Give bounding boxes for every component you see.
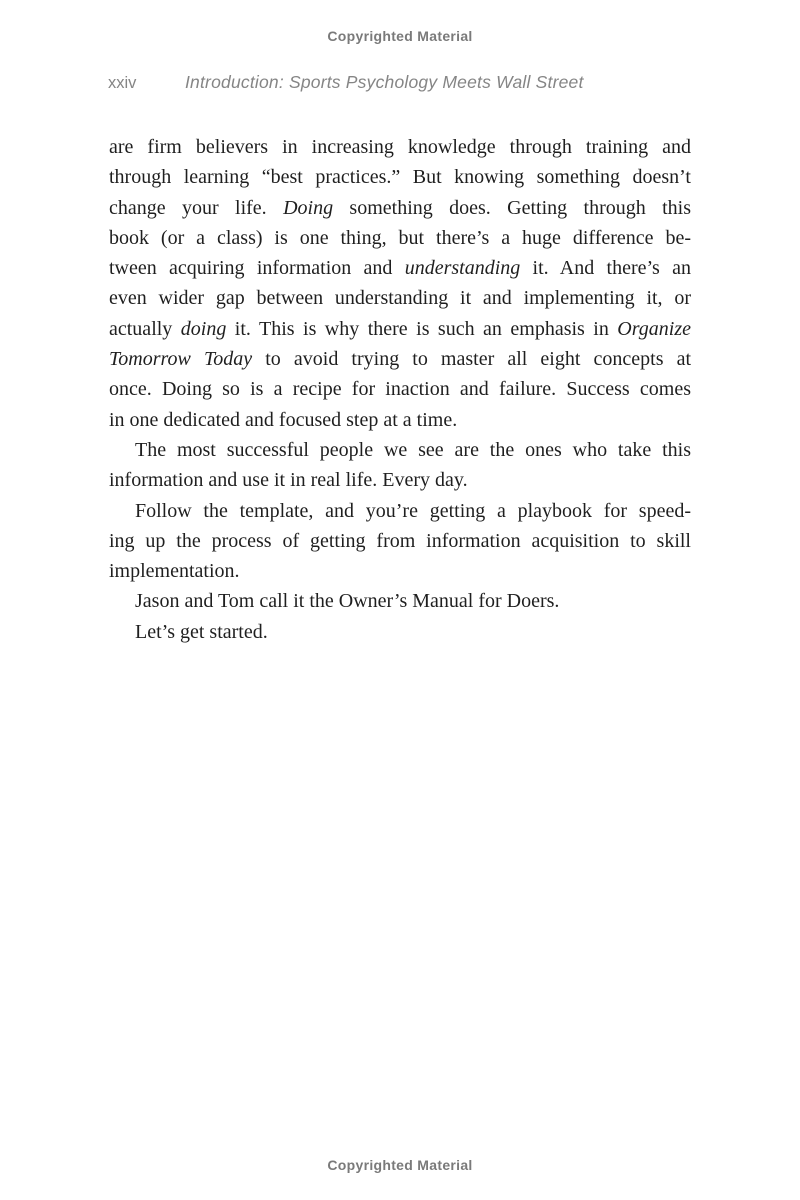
body-line: Let’s get started. — [135, 620, 268, 643]
copyright-watermark-top: Copyrighted Material — [327, 28, 473, 44]
body-line: tween acquiring information and understanding it. And there’s an — [109, 257, 691, 280]
body-line: actually doing it. This is why there is such an emphasis in Organize — [109, 317, 691, 340]
body-line: The most successful people we see are the ones who take this — [135, 438, 691, 461]
body-line: are firm believers in increasing knowledge through training and — [109, 136, 691, 158]
chapter-title: Introduction: Sports Psychology Meets Wall Street — [185, 72, 584, 92]
body-line: Tomorrow Today to avoid trying to master all eight concepts at — [109, 348, 692, 371]
copyright-watermark-bottom: Copyrighted Material — [327, 1157, 473, 1173]
body-line: once. Doing so is a recipe for inaction and failure. Success comes — [109, 378, 691, 401]
body-line: change your life. Doing something does. Getting through this — [109, 196, 692, 219]
page-number: xxiv — [108, 74, 137, 92]
body-text — [109, 132, 691, 647]
body-line: information and use it in real life. Every day. — [109, 469, 468, 492]
running-head — [108, 72, 700, 93]
body-line: Follow the template, and you’re getting a playbook for speed- — [135, 499, 691, 522]
body-line: even wider gap between understanding it and implementing it, or — [109, 287, 691, 310]
body-line: ing up the process of getting from information acquisition to skill — [109, 529, 691, 552]
body-line: through learning “best practices.” But knowing something doesn’t — [109, 166, 691, 189]
body-line: implementation. — [109, 560, 240, 583]
body-line: book (or a class) is one thing, but there’s a huge difference be- — [109, 226, 691, 249]
body-line: in one dedicated and focused step at a time. — [109, 408, 458, 431]
body-line: Jason and Tom call it the Owner’s Manual for Doers. — [135, 590, 560, 613]
